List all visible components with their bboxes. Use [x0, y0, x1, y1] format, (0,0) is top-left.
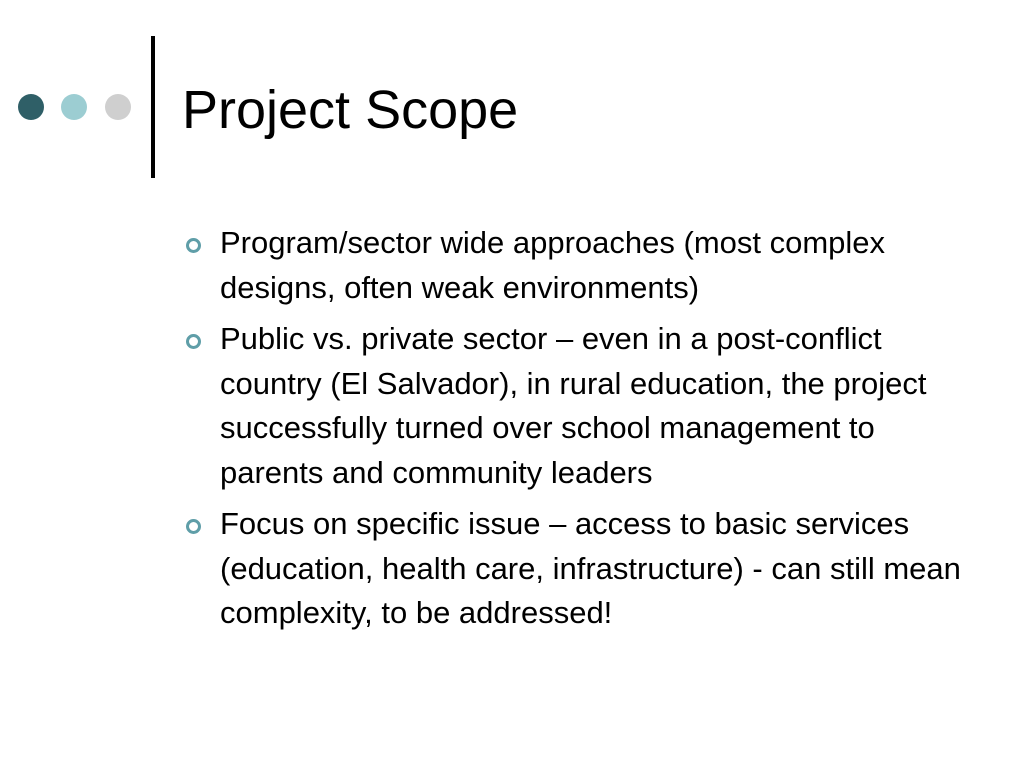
title-divider — [151, 36, 155, 178]
decorative-dot-gray — [105, 94, 131, 120]
bullet-ring-icon — [186, 334, 201, 349]
decorative-dot-light — [61, 94, 87, 120]
bullet-text: Program/sector wide approaches (most complex designs, often weak environments) — [220, 225, 886, 305]
decorative-dot-dark — [18, 94, 44, 120]
bullet-item — [182, 502, 982, 636]
bullet-item — [182, 221, 982, 310]
bullet-ring-icon — [186, 238, 201, 253]
slide-title: Project Scope — [182, 80, 519, 140]
bullet-ring-icon — [186, 519, 201, 534]
bullet-item — [182, 317, 982, 495]
bullet-text: Public vs. private sector – even in a post-conflict country (El Salvador), in rural education, the project successfully turned over school management to parents and community leaders — [220, 321, 927, 490]
bullet-list — [182, 221, 982, 643]
bullet-text: Focus on specific issue – access to basic services (education, health care, infrastructure) - can still mean complexity, to be addressed! — [220, 506, 961, 630]
